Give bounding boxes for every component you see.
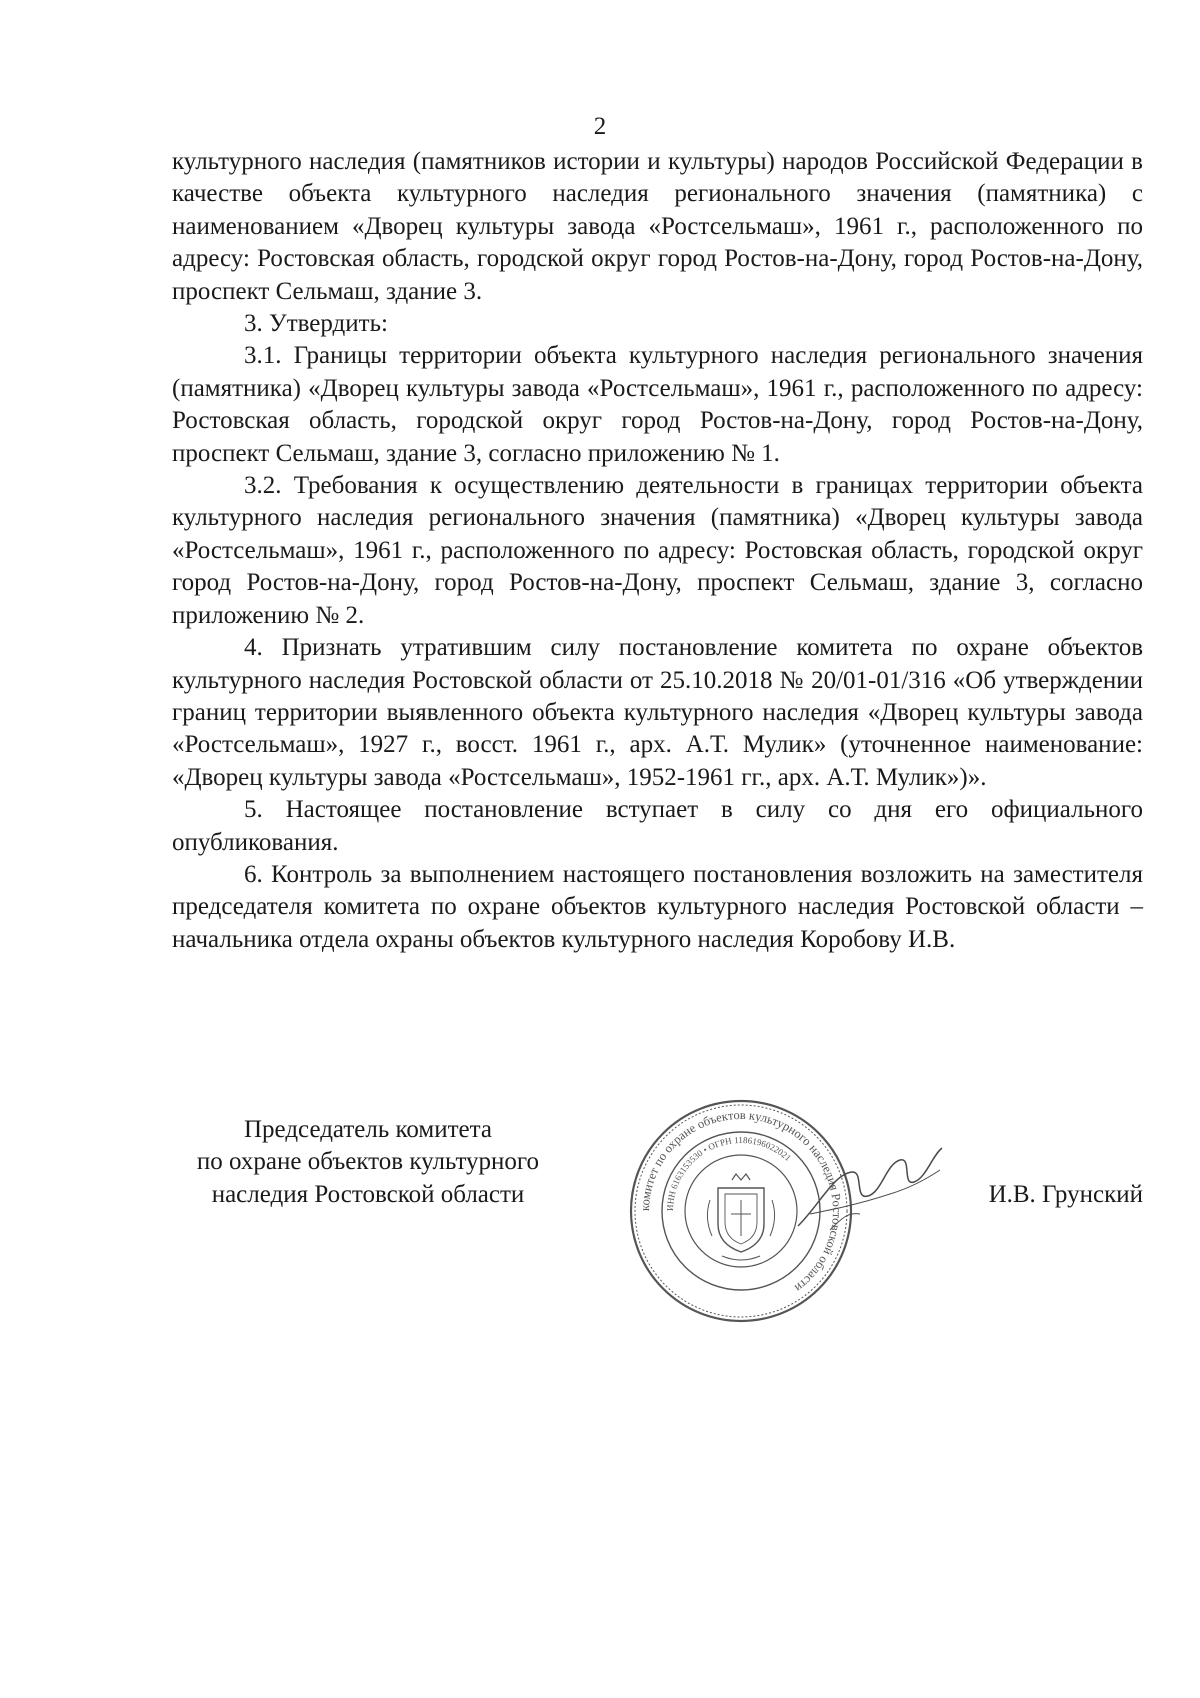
paragraph-clause-3: 3. Утвердить: <box>244 310 388 338</box>
paragraph-clause-4: 4. Признать утратившим силу постановление комитета по охране объектов культурного наследия Ростовской области от 25.10.2018 № 20/01-01/316 «Об утверждении границ территории выявленного объекта культурного наследия «Дворец культуры завода «Ростсельмаш», 1927 г., восст. 1961 г., арх. А.Т. Мулик» (уточненное наименование: «Дворец культуры завода «Ростсельмаш», 1952-1961 гг., арх. А.Т. Мулик»)». <box>172 634 1143 791</box>
signatory-name: И.В. Грунский <box>988 1181 1143 1208</box>
page-number: 2 <box>593 113 607 140</box>
seal-outer-text: комитет по охране объектов культурного наследия Ростовской области <box>637 1107 845 1296</box>
signatory-title-line: по охране объектов культурного <box>196 1148 540 1176</box>
paragraph-clause-6: 6. Контроль за выполнением настоящего постановления возложить на заместителя председателя комитета по охране объектов культурного наследия Ростовской области – начальника отдела охраны объектов культурного наследия Коробову И.В. <box>172 860 1143 953</box>
svg-text:ИНН 6163153530 • ОГРН 11861960 <box>665 1135 793 1211</box>
signatory-title <box>168 1114 568 1211</box>
resolution-body <box>172 146 1143 956</box>
handwritten-signature <box>790 1134 950 1244</box>
paragraph-clause-3-2: 3.2. Требования к осуществлению деятельности в границах территории объекта культурного наследия регионального значения (памятника) «Дворец культуры завода «Ростсельмаш», 1961 г., расположенного по адресу: Ростовская область, городской округ город Ростов-на-Дону, город Ростов-на-Дону, проспект Сельмаш, здание 3, согласно приложению № 2. <box>172 472 1143 629</box>
coat-of-arms-icon <box>707 1174 774 1260</box>
paragraph-continuation: культурного наследия (памятников истории и культуры) народов Российской Федерации в качестве объекта культурного наследия регионального значения (памятника) с наименованием «Дворец культуры завода «Ростсельмаш», 1961 г., расположенного по адресу: Ростовская область, городской округ город Ростов-на-Дону, город Ростов-на-Дону, проспект Сельмаш, здание 3. <box>172 148 1143 305</box>
signatory-title-line: Председатель комитета <box>244 1116 492 1143</box>
signatory-title-line: наследия Ростовской области <box>211 1180 525 1208</box>
paragraph-clause-3-1: 3.1. Границы территории объекта культурного наследия регионального значения (памятника) «Дворец культуры завода «Ростсельмаш», 1961 г., расположенного по адресу: Ростовская область, городской округ город Ростов-на-Дону, город Ростов-на-Дону, проспект Сельмаш, здание 3, согласно приложению № 1. <box>172 342 1143 467</box>
signature-block <box>150 1107 1150 1374</box>
seal-inner-text: ИНН 6163153530 • ОГРН 1186196022021 <box>664 1134 794 1212</box>
paragraph-clause-5: 5. Настоящее постановление вступает в силу со дня его официального опубликования. <box>172 796 1143 856</box>
